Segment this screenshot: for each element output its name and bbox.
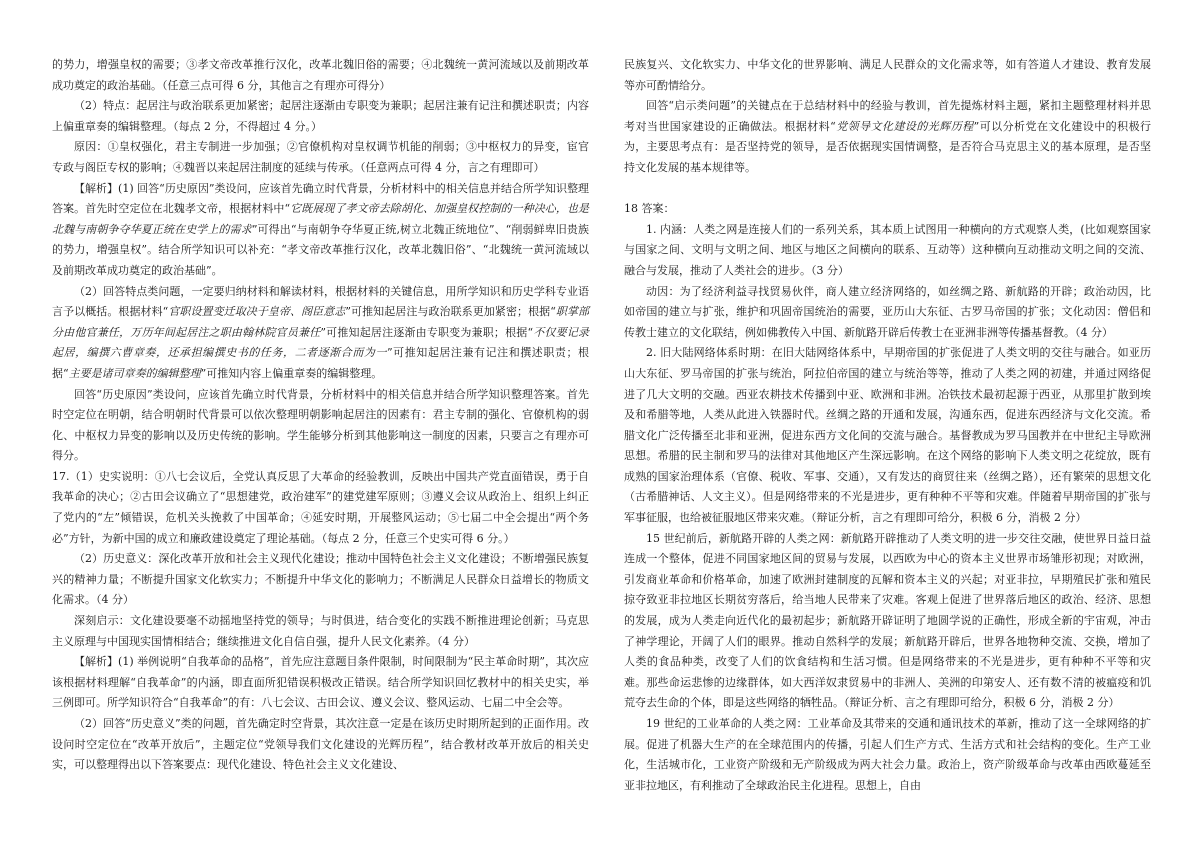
left-column — [52, 55, 589, 776]
material-quote: 官职设置变迁取决于皇帝、阁臣意志 — [168, 305, 346, 319]
text-span: 【解析】(1) 回答“历史原因”类设问，应该首先确立时代背景，分析材料中的相关信息并结合所学知识整理答案。首先时空定位在北魏孝文帝，根据材料中“ — [52, 181, 589, 216]
q18-1-meaning: 1. 内涵：人类之网是连接人们的一系列关系，其本质上试图用一种横向的方式观察人类，(比如观察国家与国家之间、文明与文明之间、地区与地区之间横向的联系、互动等）这种横向互动推动文明之间的交流、融合与发展，推动了人类社会的进步。（3 分） — [624, 222, 1151, 277]
q16-2-reasons: 原因：①皇权强化，君主专制进一步加强；②官僚机构对皇权调节机能的削弱；③中枢权力的异变，宦官专政与阁臣专权的影响；④魏晋以来起居注制度的延续与传承。（任意两点可得 4 分，言之有理即可） — [52, 140, 589, 174]
material-quote: 不仅要记录起居，编撰六曹章奏，还承担编撰史书的任务，二者逐渐合而为一 — [52, 325, 590, 360]
text-span: ”可以分析党在文化建设中的积极行为，主要思考点有：是否坚持党的领导，是否依据现实国情调整，是否符合马克思主义的基本原理，是否坚持文化发展的基本规律等。 — [624, 119, 1152, 174]
q17-analysis-2: （2）回答“历史意义”类的问题，首先确定时空背景，其次注意一定是在该历史时期所起到的正面作用。改设问时空定位在“改革开放后”，主题定位“党领导我们文化建设的光辉历程”，结合教材改革开放后的相关史实，可以整理得出以下答案要点：现代化建设、特色社会主义文化建设、 — [52, 717, 589, 772]
q16-analysis-reasons: 回答“历史原因”类设问，应该首先确立时代背景，分析材料中的相关信息并结合所学知识整理答案。首先时空定位在明朝，结合明朝时代背景可以依次整理明朝影响起居注的因素有：君主专制的强化、官僚机构的弱化、中枢权力异变的影响以及历史传统的影响。学生能够分析到其他影响这一制度的因素，只要言之有理亦可得分。 — [52, 387, 589, 463]
text-span: 回答“启示类问题”的关键点在于总结材料中的经验与教训，首先提炼材料主题，紧扣主题整理材料并思考对当世国家建设的正确做法。根据材料“ — [624, 99, 1151, 133]
q18-19th-century: 19 世纪的工业革命的人类之网：工业革命及其带来的交通和通讯技术的革新，推动了这一全球网络的扩展。促进了机器大生产的在全球范围内的传播，引起人们生产方式、生活方式和社会结构的变化。生产工业化，生活城市化，工业资产阶级和无产阶级成为两大社会力量。政治上，资产阶级革命与改革由西欧蔓延至亚非拉地区，有利推动了全球政治民主化进程。思想上，自由 — [624, 717, 1151, 792]
spacer — [624, 179, 1151, 200]
q16-analysis-2 — [52, 282, 589, 385]
q18-title: 18 答案： — [624, 202, 675, 216]
q16-1-continuation: 的势力，增强皇权的需要；③孝文帝改革推行汉化，改革北魏旧俗的需要；④北魏统一黄河流域以及前期改革成功奠定的政治基础。（任意三点可得 6 分，其他言之有理亦可得分） — [52, 58, 589, 92]
q16-analysis-1 — [52, 179, 589, 282]
q16-2-features: （2）特点：起居注与政治联系更加紧密；起居注逐渐由专职变为兼职；起居注兼有记注和撰述职责；内容上偏重章奏的编辑整理。（每点 2 分，不得超过 4 分。） — [52, 99, 589, 133]
q17-analysis-1: 【解析】(1) 举例说明“自我革命的品格”，首先应注意题目条件限制，时间限制为“民主革命时期”，其次应该根据材料理解“自我革命”的内涵，即直面所犯错误积极改正错误。结合所学知识回忆教材中的相关史实，举三例即可。所学知识符合“自我革命”的有：八七会议、古田会议、遵义会议、整风运动、七届二中全会等。 — [52, 655, 589, 710]
material-quote: 职掌部分由他官兼任，万历年间起居注之职由翰林院官员兼任 — [52, 305, 590, 339]
q17-2-insight: 深刻启示：文化建设要毫不动摇地坚持党的领导；与时俱进，结合变化的实践不断推进理论创新；马克思主义原理与中国现实国情相结合；继续推进文化自信自强，提升人民文化素养。（4 分） — [52, 614, 589, 648]
material-quote: 它既展现了孝文帝去除胡化、加强皇权控制的一种决心，也是北魏与南朝争夺华夏正统在史学上的需求 — [52, 202, 590, 236]
text-span: ”可推知起居注逐渐由专职变为兼职；根据“ — [320, 325, 534, 339]
text-span: ”可推知起居注与政治联系更加紧密；根据“ — [345, 305, 556, 319]
text-span: ”可得出“与南朝争夺华夏正统,树立北魏正统地位”、“削弱鲜卑旧贵族的势力，增强皇权”。结合所学知识可以补充：“孝文帝改革推行汉化，改革北魏旧俗”、“北魏统一黄河流域以及前期改革成功奠定的政治基础”。 — [52, 222, 590, 277]
q18-2-old-world: 2. 旧大陆网络体系时期：在旧大陆网络体系中，早期帝国的扩张促进了人类文明的交往与融合。如亚历山大东征、罗马帝国的扩张与统治，阿拉伯帝国的建立与统治等等，推动了人类之网的初建，并通过网络促进了几大文明的交融。西亚农耕技术传播到中亚、欧洲和非洲。冶铁技术最初起源于西亚，从那里扩散到埃及和希腊等地，人类从此进入铁器时代。丝绸之路的开通和发展，沟通东西，促进东西经济与文化交流。希腊文化广泛传播至北非和亚洲，促进东西方文化间的交流与融合。基督教成为罗马国教并在中世纪主导欧洲思想。希腊的民主制和罗马的法律对其他地区产生深远影响。在这个网络的影响下人类文明之花绽放，既有成熟的国家治理体系（官僚、税收、军事、交通），又有发达的商贸往来（丝绸之路），还有繁荣的思想文化（古希腊神话、人文主义）。但是网络带来的不光是进步，更有种种不平等和灾难。伴随着早期帝国的扩张与军事征服，也给被征服地区带来灾难。（辩证分析，言之有理即可给分，积极 6 分，消极 2 分） — [624, 346, 1151, 525]
q18-15th-century: 15 世纪前后，新航路开辟的人类之网：新航路开辟推动了人类文明的进一步交往交融，使世界日益日益连成一个整体，促进不同国家地区间的贸易与发展，以西欧为中心的资本主义世界市场雏形初现；对欧洲，引发商业革命和价格革命，加速了欧洲封建制度的瓦解和资本主义的兴起；对亚非拉，早期殖民扩张和殖民掠夺致亚非拉地区长期贫穷落后，给当地人民带来了灾难。客观上促进了世界落后地区的政治、经济、思想的发展，成为人类走向近代化的最初起步；新航路开辟证明了地圆学说的正确性，形成全新的宇宙观，冲击了神学理论，开阔了人们的眼界。推动自然科学的发展；新航路开辟后，世界各地物种交流、交换，增加了人类的食品种类，改变了人们的饮食结构和生活习惯。但是网络带来的不光是进步，更有种种不平等和灾难。那些命运悲惨的边缘群体，如大西洋奴隶贸易中的非洲人、美洲的印第安人、还有数不清的被瘟疫和饥荒夺去生命的个体，即是这些网络的牺牲品。（辩证分析、言之有理即可给分，积极 6 分，消极 2 分） — [624, 531, 1151, 710]
q18-1-motive: 动因：为了经济利益寻找贸易伙伴，商人建立经济网络的，如丝绸之路、新航路的开辟；政治动因，比如帝国的建立与扩张，维护和巩固帝国统治的需要，亚历山大东征、古罗马帝国的扩张；文化动因：僧侣和传教士建立的文化联结，例如佛教传入中国、新航路开辟后传教士在亚洲非洲等传播基督教。（4 分） — [624, 284, 1151, 339]
q17-2-significance: （2）历史意义：深化改革开放和社会主义现代化建设；推动中国特色社会主义文化建设；不断增强民族复兴的精神力量；不断提升国家文化软实力；不断提升中华文化的影响力；不断满足人民群众日益增长的物质文化需求。（4 分） — [52, 552, 589, 607]
q17-analysis-insight — [624, 96, 1151, 178]
right-column — [624, 55, 1151, 796]
text-span: ”可推知内容上偏重章奏的编辑整理。 — [200, 366, 383, 380]
q17-1-answer: 17.（1）史实说明：①八七会议后，全党认真反思了大革命的经验教训，反映出中国共产党直面错误，勇于自我革命的决心；②古田会议确立了“思想建党，政治建军”的建党建军原则；③遵义会议从政治上、组织上纠正了党内的“左”倾错误，危机关头挽救了中国革命；④延安时期，开展整风运动；⑤七届二中全会提出“两个务必”方针，为新中国的成立和廉政建设奠定了理论基础。（每点 2 分，任意三个史实可得 6 分。） — [52, 469, 589, 545]
text-span: （2）回答特点类问题，一定要归纳材料和解读材料，根据材料的关键信息，用所学知识和历史学科专业语言予以概括。根据材料“ — [52, 284, 589, 319]
material-quote: 党领导文化建设的光辉历程 — [835, 119, 974, 133]
text-span: ”可推知起居注兼有记注和撰述职责；根据“ — [52, 346, 590, 380]
q17-analysis-continuation: 民族复兴、文化软实力、中华文化的世界影响、满足人民群众的文化需求等，如有答道人才建设、教育发展等亦可酌情给分。 — [624, 58, 1151, 92]
material-quote: 主要是诸司章奏的编辑整理 — [68, 366, 201, 380]
